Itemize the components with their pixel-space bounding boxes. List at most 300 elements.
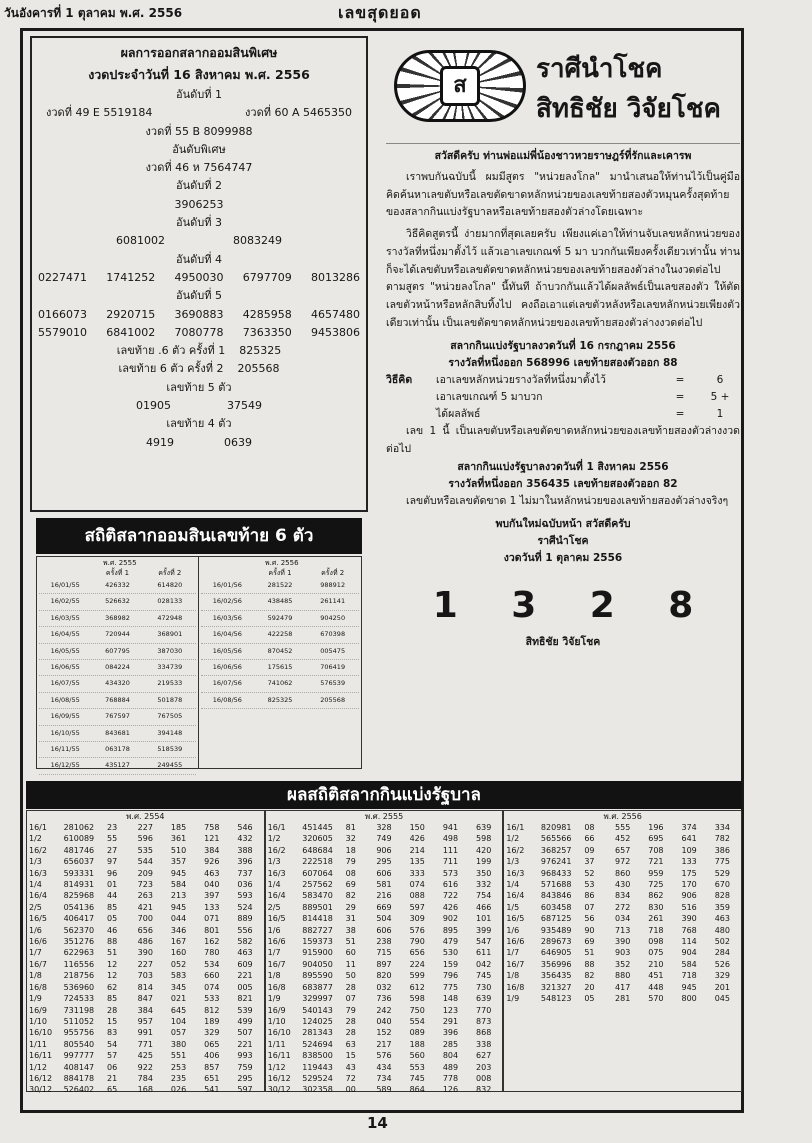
- stats-value: 175615: [267, 663, 293, 672]
- govt-value: 11: [345, 959, 356, 969]
- govt-value: 534: [204, 959, 220, 969]
- stats-value: 084224: [105, 663, 130, 672]
- govt-value: 357: [170, 857, 187, 867]
- govt-value: 18: [345, 845, 356, 855]
- govt-value: 695: [648, 834, 664, 844]
- govt-value: 285: [442, 1039, 459, 1049]
- govt-value: 554: [409, 1016, 425, 1026]
- govt-value: 576: [376, 1051, 392, 1061]
- govt-value: 210: [648, 959, 664, 969]
- govt-value: 847: [137, 994, 153, 1004]
- govt-value: 356435: [540, 971, 572, 981]
- example2-heading: สลากกินแบ่งรัฐบาลงวดวันที่ 1 สิงหาคม 2556: [457, 460, 669, 473]
- govt-value: 227: [137, 823, 153, 832]
- govt-value: 945: [681, 982, 697, 992]
- gsb-results-box: [30, 36, 368, 512]
- govt-value: 546: [237, 823, 253, 832]
- stats-date: 16/01/55: [50, 581, 80, 589]
- govt-value: 639: [476, 994, 492, 1004]
- govt-value: 548123: [540, 994, 572, 1004]
- govt-value: 328: [376, 823, 392, 832]
- stats-value: 387030: [157, 646, 183, 655]
- stats-row: [39, 693, 196, 709]
- govt-stats-table: [26, 810, 742, 1095]
- govt-year-col: [265, 810, 504, 1095]
- govt-row: [506, 913, 739, 924]
- govt-value: 160: [170, 948, 187, 958]
- govt-value: 221: [237, 1039, 253, 1049]
- rank5-value: 5579010: [38, 325, 87, 339]
- govt-value: 026: [170, 1085, 187, 1095]
- govt-date: 1/11: [267, 1039, 286, 1049]
- rank5-value: 9453806: [311, 325, 360, 339]
- govt-value: 196: [648, 823, 664, 832]
- govt-date: 1/9: [29, 994, 42, 1004]
- stats-value: 741062: [267, 679, 293, 688]
- stats-value: 904250: [320, 613, 346, 622]
- govt-value: 997777: [63, 1051, 95, 1061]
- stats-title: สถิติสลากออมสินเลขท้าย 6 ตัว: [36, 518, 362, 554]
- govt-value: 804: [442, 1051, 459, 1061]
- govt-value: 289673: [540, 937, 572, 947]
- govt-year: พ.ศ. 2554: [126, 812, 165, 821]
- govt-date: 1/4: [267, 880, 281, 890]
- govt-value: 00: [345, 1085, 356, 1095]
- govt-value: 28: [106, 1005, 118, 1015]
- special-value: งวดที่ 46 ห 7564747: [145, 161, 253, 175]
- govt-value: 63: [345, 1039, 356, 1049]
- stats-date: 16/03/55: [50, 613, 80, 622]
- lucky-number: 1: [432, 585, 458, 627]
- govt-date: 1/6: [267, 925, 281, 935]
- govt-value: 708: [648, 845, 664, 855]
- govt-value: 06: [106, 1062, 118, 1072]
- govt-value: 583: [170, 971, 187, 981]
- gsb-date: งวดประจำวันที่ 16 สิงหาคม พ.ศ. 2556: [88, 67, 310, 82]
- govt-date: 16/6: [506, 937, 525, 947]
- govt-value: 737: [237, 868, 253, 878]
- govt-value: 860: [615, 868, 631, 878]
- rank3-label: อันดับที่ 3: [176, 216, 222, 230]
- rank5-value: 6841002: [106, 325, 156, 339]
- special-label: อันดับพิเศษ: [172, 142, 226, 156]
- govt-value: 213: [170, 891, 187, 901]
- govt-value: 718: [681, 971, 697, 981]
- govt-value: 832: [476, 1085, 492, 1095]
- govt-value: 175: [681, 868, 697, 878]
- govt-value: 796: [442, 971, 459, 981]
- calc-value: 5 +: [710, 391, 730, 404]
- govt-row: [29, 1073, 262, 1084]
- last5-value: 37549: [227, 399, 262, 413]
- govt-value: 524: [237, 902, 253, 912]
- govt-value: 104: [170, 1016, 187, 1026]
- example2-sub: รางวัลที่หนึ่งออก 356435 เลขท้ายสองตัวออก 82: [448, 477, 678, 490]
- stats-row: [39, 758, 196, 774]
- govt-value: 524694: [302, 1039, 333, 1049]
- govt-value: 368257: [540, 845, 572, 855]
- govt-row: [29, 1062, 262, 1073]
- govt-row: [268, 1027, 501, 1038]
- govt-date: 2/5: [29, 902, 42, 912]
- govt-value: 782: [714, 834, 730, 844]
- stats-value: 205568: [320, 695, 346, 704]
- govt-value: 889: [237, 914, 253, 924]
- rank5-value: 3690883: [174, 307, 224, 321]
- govt-row: [29, 833, 262, 844]
- govt-value: 01: [106, 880, 118, 890]
- govt-value: 351276: [63, 937, 95, 947]
- govt-row: [29, 993, 262, 1004]
- last6-1-value: 825325: [239, 344, 282, 358]
- govt-row: [29, 936, 262, 947]
- rank3-value: 8083249: [233, 234, 282, 248]
- govt-value: 463: [714, 914, 730, 924]
- govt-value: 406: [204, 1051, 220, 1061]
- govt-value: 227: [137, 959, 153, 969]
- rank5-value: 7363350: [242, 325, 292, 339]
- govt-value: 502: [714, 937, 730, 947]
- stats-row: [39, 627, 196, 643]
- govt-value: 711: [442, 857, 459, 867]
- stats-date: 16/07/55: [50, 679, 80, 688]
- govt-value: 86: [584, 891, 595, 901]
- stats-date: 16/02/55: [50, 597, 80, 606]
- govt-value: 057: [170, 1028, 187, 1038]
- govt-value: 915900: [302, 948, 333, 958]
- stats-table: [36, 556, 362, 769]
- stats-value: 426332: [105, 581, 130, 589]
- govt-date: 16/10: [29, 1028, 53, 1038]
- govt-date: 16/6: [267, 937, 286, 947]
- closing-date: งวดวันที่ 1 ตุลาคม 2556: [503, 552, 623, 565]
- govt-value: 44: [106, 891, 118, 901]
- govt-date: 1/7: [506, 948, 520, 958]
- govt-value: 555: [615, 823, 631, 832]
- stats-date: 16/09/55: [50, 712, 80, 721]
- govt-value: 571688: [540, 880, 572, 890]
- govt-value: 83: [106, 1028, 118, 1038]
- govt-value: 583470: [302, 891, 333, 901]
- calc-label: วิธีคิด: [386, 374, 413, 387]
- govt-date: 16/11: [29, 1051, 53, 1061]
- gsb-title: ผลการออกสลากออมสินพิเศษ: [120, 45, 278, 60]
- lucky-number: 3: [511, 585, 537, 627]
- govt-date: 1/2: [506, 834, 520, 844]
- govt-value: 814: [137, 982, 153, 992]
- stats-value: 825325: [267, 695, 293, 704]
- govt-value: 346: [170, 925, 187, 935]
- govt-date: 30/12: [267, 1085, 291, 1095]
- stats-value: 028133: [157, 597, 183, 606]
- rank5-label: อันดับที่ 5: [176, 289, 222, 303]
- govt-value: 745: [476, 971, 492, 981]
- govt-value: 463: [204, 868, 220, 878]
- govt-value: 133: [681, 857, 697, 867]
- govt-value: 185: [170, 823, 187, 832]
- govt-value: 79: [345, 1005, 356, 1015]
- govt-value: 646905: [540, 948, 572, 958]
- stats-year: พ.ศ. 2556: [265, 559, 299, 567]
- stats-value: 434320: [105, 679, 130, 688]
- rank1-value: งวดที่ 55 B 8099988: [145, 124, 253, 138]
- govt-value: 639: [476, 823, 492, 832]
- calc-label: [386, 406, 436, 423]
- govt-value: 257562: [302, 880, 333, 890]
- govt-value: 51: [106, 948, 118, 958]
- govt-date: 2/5: [267, 902, 281, 912]
- rank2-value: 3906253: [174, 197, 224, 211]
- stats-year: พ.ศ. 2555: [103, 559, 137, 567]
- govt-value: 417: [615, 982, 631, 992]
- govt-value: 302358: [302, 1085, 333, 1095]
- govt-value: 889501: [302, 902, 333, 912]
- govt-value: 384: [137, 1005, 153, 1015]
- govt-value: 945: [170, 902, 187, 912]
- govt-value: 82: [345, 891, 356, 901]
- stats-value: 576539: [320, 679, 346, 688]
- govt-row: [506, 822, 739, 833]
- govt-value: 724533: [63, 994, 95, 1004]
- govt-value: 209: [137, 868, 153, 878]
- govt-value: 338: [476, 1039, 492, 1049]
- govt-value: 597: [237, 1085, 253, 1095]
- govt-value: 721: [648, 857, 664, 867]
- govt-value: 82: [584, 971, 595, 981]
- govt-value: 812: [204, 1005, 220, 1015]
- stats-row: [201, 676, 359, 692]
- govt-value: 784: [137, 1073, 153, 1083]
- govt-row: [506, 993, 739, 1004]
- govt-row: [29, 970, 262, 981]
- govt-value: 430: [615, 880, 631, 890]
- govt-value: 645: [170, 1005, 187, 1015]
- govt-value: 281343: [302, 1028, 333, 1038]
- govt-value: 72: [345, 1073, 356, 1083]
- calc-text: ได้ผลลัพธ์: [436, 408, 481, 421]
- govt-row: [506, 879, 739, 890]
- govt-date: 16/2: [267, 845, 286, 855]
- govt-row: [268, 890, 501, 901]
- govt-value: 648684: [302, 845, 333, 855]
- stats-row: [201, 660, 359, 676]
- closing: ราศีนำโชค: [537, 535, 589, 548]
- govt-date: 1/7: [29, 948, 42, 958]
- govt-value: 56: [584, 914, 595, 924]
- rank4-value: 1741252: [106, 270, 156, 284]
- govt-value: 480: [714, 925, 730, 935]
- govt-value: 188: [409, 1039, 425, 1049]
- govt-row: [268, 879, 501, 890]
- govt-value: 43: [345, 1062, 356, 1072]
- govt-value: 903: [615, 948, 631, 958]
- govt-row: [268, 993, 501, 1004]
- govt-value: 573: [442, 868, 459, 878]
- govt-value: 23: [106, 823, 118, 832]
- govt-value: 390: [137, 948, 153, 958]
- govt-value: 088: [409, 891, 425, 901]
- govt-value: 830: [648, 902, 664, 912]
- govt-value: 589: [376, 1085, 392, 1095]
- govt-value: 62: [106, 982, 118, 992]
- stats-row: [201, 611, 359, 627]
- govt-row: [506, 833, 739, 844]
- govt-value: 350: [476, 868, 492, 878]
- govt-value: 152: [376, 1028, 392, 1038]
- govt-value: 955756: [63, 1028, 95, 1038]
- govt-value: 864: [409, 1085, 425, 1095]
- stats-date: 16/05/56: [212, 646, 242, 655]
- stats-date: 16/06/55: [50, 663, 80, 672]
- govt-value: 284: [714, 948, 730, 958]
- govt-row: [506, 902, 739, 913]
- govt-year-col: [503, 810, 742, 1092]
- govt-value: 51: [345, 937, 356, 947]
- govt-value: 159: [442, 959, 459, 969]
- govt-value: 540143: [302, 1005, 333, 1015]
- govt-date: 1/12: [267, 1062, 286, 1072]
- govt-row: [506, 890, 739, 901]
- govt-value: 895590: [302, 971, 333, 981]
- govt-date: 16/8: [267, 982, 286, 992]
- govt-date: 16/12: [29, 1073, 53, 1083]
- govt-value: 20: [584, 982, 595, 992]
- govt-value: 498: [442, 834, 459, 844]
- govt-date: 16/4: [29, 891, 47, 901]
- stats-row: [201, 578, 359, 594]
- govt-value: 959: [648, 868, 664, 878]
- govt-value: 657: [615, 845, 631, 855]
- govt-value: 116556: [63, 959, 95, 969]
- govt-value: 790: [409, 937, 425, 947]
- govt-value: 97: [106, 857, 118, 867]
- govt-value: 124025: [302, 1016, 333, 1026]
- govt-row: [506, 970, 739, 981]
- issue-date: วันอังคารที่ 1 ตุลาคม พ.ศ. 2556: [4, 6, 183, 20]
- calc-row: [386, 406, 740, 423]
- govt-value: 651: [204, 1073, 220, 1083]
- govt-value: 750: [409, 1005, 425, 1015]
- calc-equals: =: [675, 391, 685, 404]
- govt-date: 1/8: [267, 971, 281, 981]
- govt-date: 16/2: [506, 845, 525, 855]
- govt-date: 1/10: [267, 1016, 286, 1026]
- govt-date: 1/4: [506, 880, 520, 890]
- govt-value: 504: [376, 914, 392, 924]
- govt-value: 479: [442, 937, 459, 947]
- rank5-value: 0166073: [38, 307, 87, 321]
- govt-row: [268, 1039, 501, 1050]
- govt-value: 529524: [302, 1073, 333, 1083]
- govt-value: 065: [204, 1039, 220, 1049]
- stats-value: 261141: [320, 597, 346, 606]
- govt-row: [29, 959, 262, 970]
- govt-value: 57: [106, 1051, 118, 1061]
- govt-date: 1/3: [267, 857, 281, 867]
- govt-value: 565566: [540, 834, 572, 844]
- govt-value: 941: [442, 823, 459, 832]
- stats-row: [201, 644, 359, 660]
- govt-value: 045: [714, 994, 730, 1004]
- govt-row: [29, 1050, 262, 1061]
- govt-value: 329: [714, 971, 730, 981]
- stats-value: 394148: [157, 728, 183, 737]
- govt-date: 1/11: [29, 1039, 47, 1049]
- govt-value: 05: [584, 994, 595, 1004]
- stats-row: [39, 660, 196, 676]
- govt-row: [268, 902, 501, 913]
- govt-value: 203: [476, 1062, 492, 1072]
- stats-value: 607795: [105, 646, 130, 655]
- paragraph: เราพบกันฉบับนี้ ผมมีสูตร "หน่วยลงโกล" มานำเสนอให้ท่านไว้เป็นคู่มือคิดค้นหาเลขตับหรือเลขตัดขาดหลักหน่วยของเลขท้ายสองตัวหมุนครั้งสุดท้ายของสลากกินแบ่งรัฐบาลหรือเลขท้ายสองตัวล่างโดยเฉพาะ: [386, 171, 740, 219]
- govt-value: 541: [204, 1085, 220, 1095]
- govt-row: [268, 845, 501, 856]
- govt-value: 857: [204, 1062, 220, 1072]
- govt-value: 38: [345, 925, 356, 935]
- govt-value: 838500: [302, 1051, 333, 1061]
- govt-value: 906: [681, 891, 697, 901]
- govt-value: 780: [204, 948, 220, 958]
- govt-value: 189: [204, 1016, 220, 1026]
- govt-value: 074: [204, 982, 220, 992]
- govt-value: 597: [409, 902, 425, 912]
- govt-value: 991: [137, 1028, 153, 1038]
- govt-row: [29, 845, 262, 856]
- govt-value: 272: [615, 902, 631, 912]
- govt-value: 718: [648, 925, 664, 935]
- govt-date: 1/8: [506, 971, 520, 981]
- govt-value: 825968: [63, 891, 95, 901]
- govt-date: 1/6: [506, 925, 520, 935]
- govt-value: 54: [106, 1039, 118, 1049]
- govt-row: [506, 947, 739, 958]
- govt-value: 426: [442, 902, 459, 912]
- govt-value: 168: [137, 1085, 153, 1095]
- govt-row: [29, 947, 262, 958]
- stats-row: [39, 611, 196, 627]
- stats-value: 767597: [105, 712, 130, 721]
- rank5-value: 4285958: [242, 307, 292, 321]
- govt-value: 021: [170, 994, 187, 1004]
- govt-row: [29, 868, 262, 879]
- govt-value: 374: [681, 823, 697, 832]
- govt-row: [29, 913, 262, 924]
- govt-value: 486: [137, 937, 153, 947]
- closing: พบกันใหม่ฉบับหน้า สวัสดีครับ: [495, 518, 631, 531]
- stats-date: 16/04/56: [212, 630, 242, 639]
- govt-value: 510: [170, 845, 187, 855]
- stats-col-2555: [37, 557, 199, 768]
- govt-value: 329: [204, 1028, 220, 1038]
- stats-value: 870452: [267, 646, 293, 655]
- govt-date: 16/1: [29, 823, 47, 832]
- stats-value: 249455: [157, 761, 183, 770]
- govt-row: [268, 856, 501, 867]
- govt-value: 576: [409, 925, 425, 935]
- govt-value: 109: [681, 845, 697, 855]
- govt-value: 075: [648, 948, 664, 958]
- govt-value: 425: [137, 1051, 153, 1061]
- govt-value: 715: [376, 948, 392, 958]
- govt-value: 723: [137, 880, 153, 890]
- govt-year: พ.ศ. 2555: [364, 812, 404, 821]
- govt-value: 775: [714, 857, 730, 867]
- govt-value: 216: [376, 891, 392, 901]
- govt-value: 111: [442, 845, 459, 855]
- govt-date: 16/3: [267, 868, 286, 878]
- govt-value: 906: [376, 845, 392, 855]
- govt-value: 08: [584, 823, 595, 832]
